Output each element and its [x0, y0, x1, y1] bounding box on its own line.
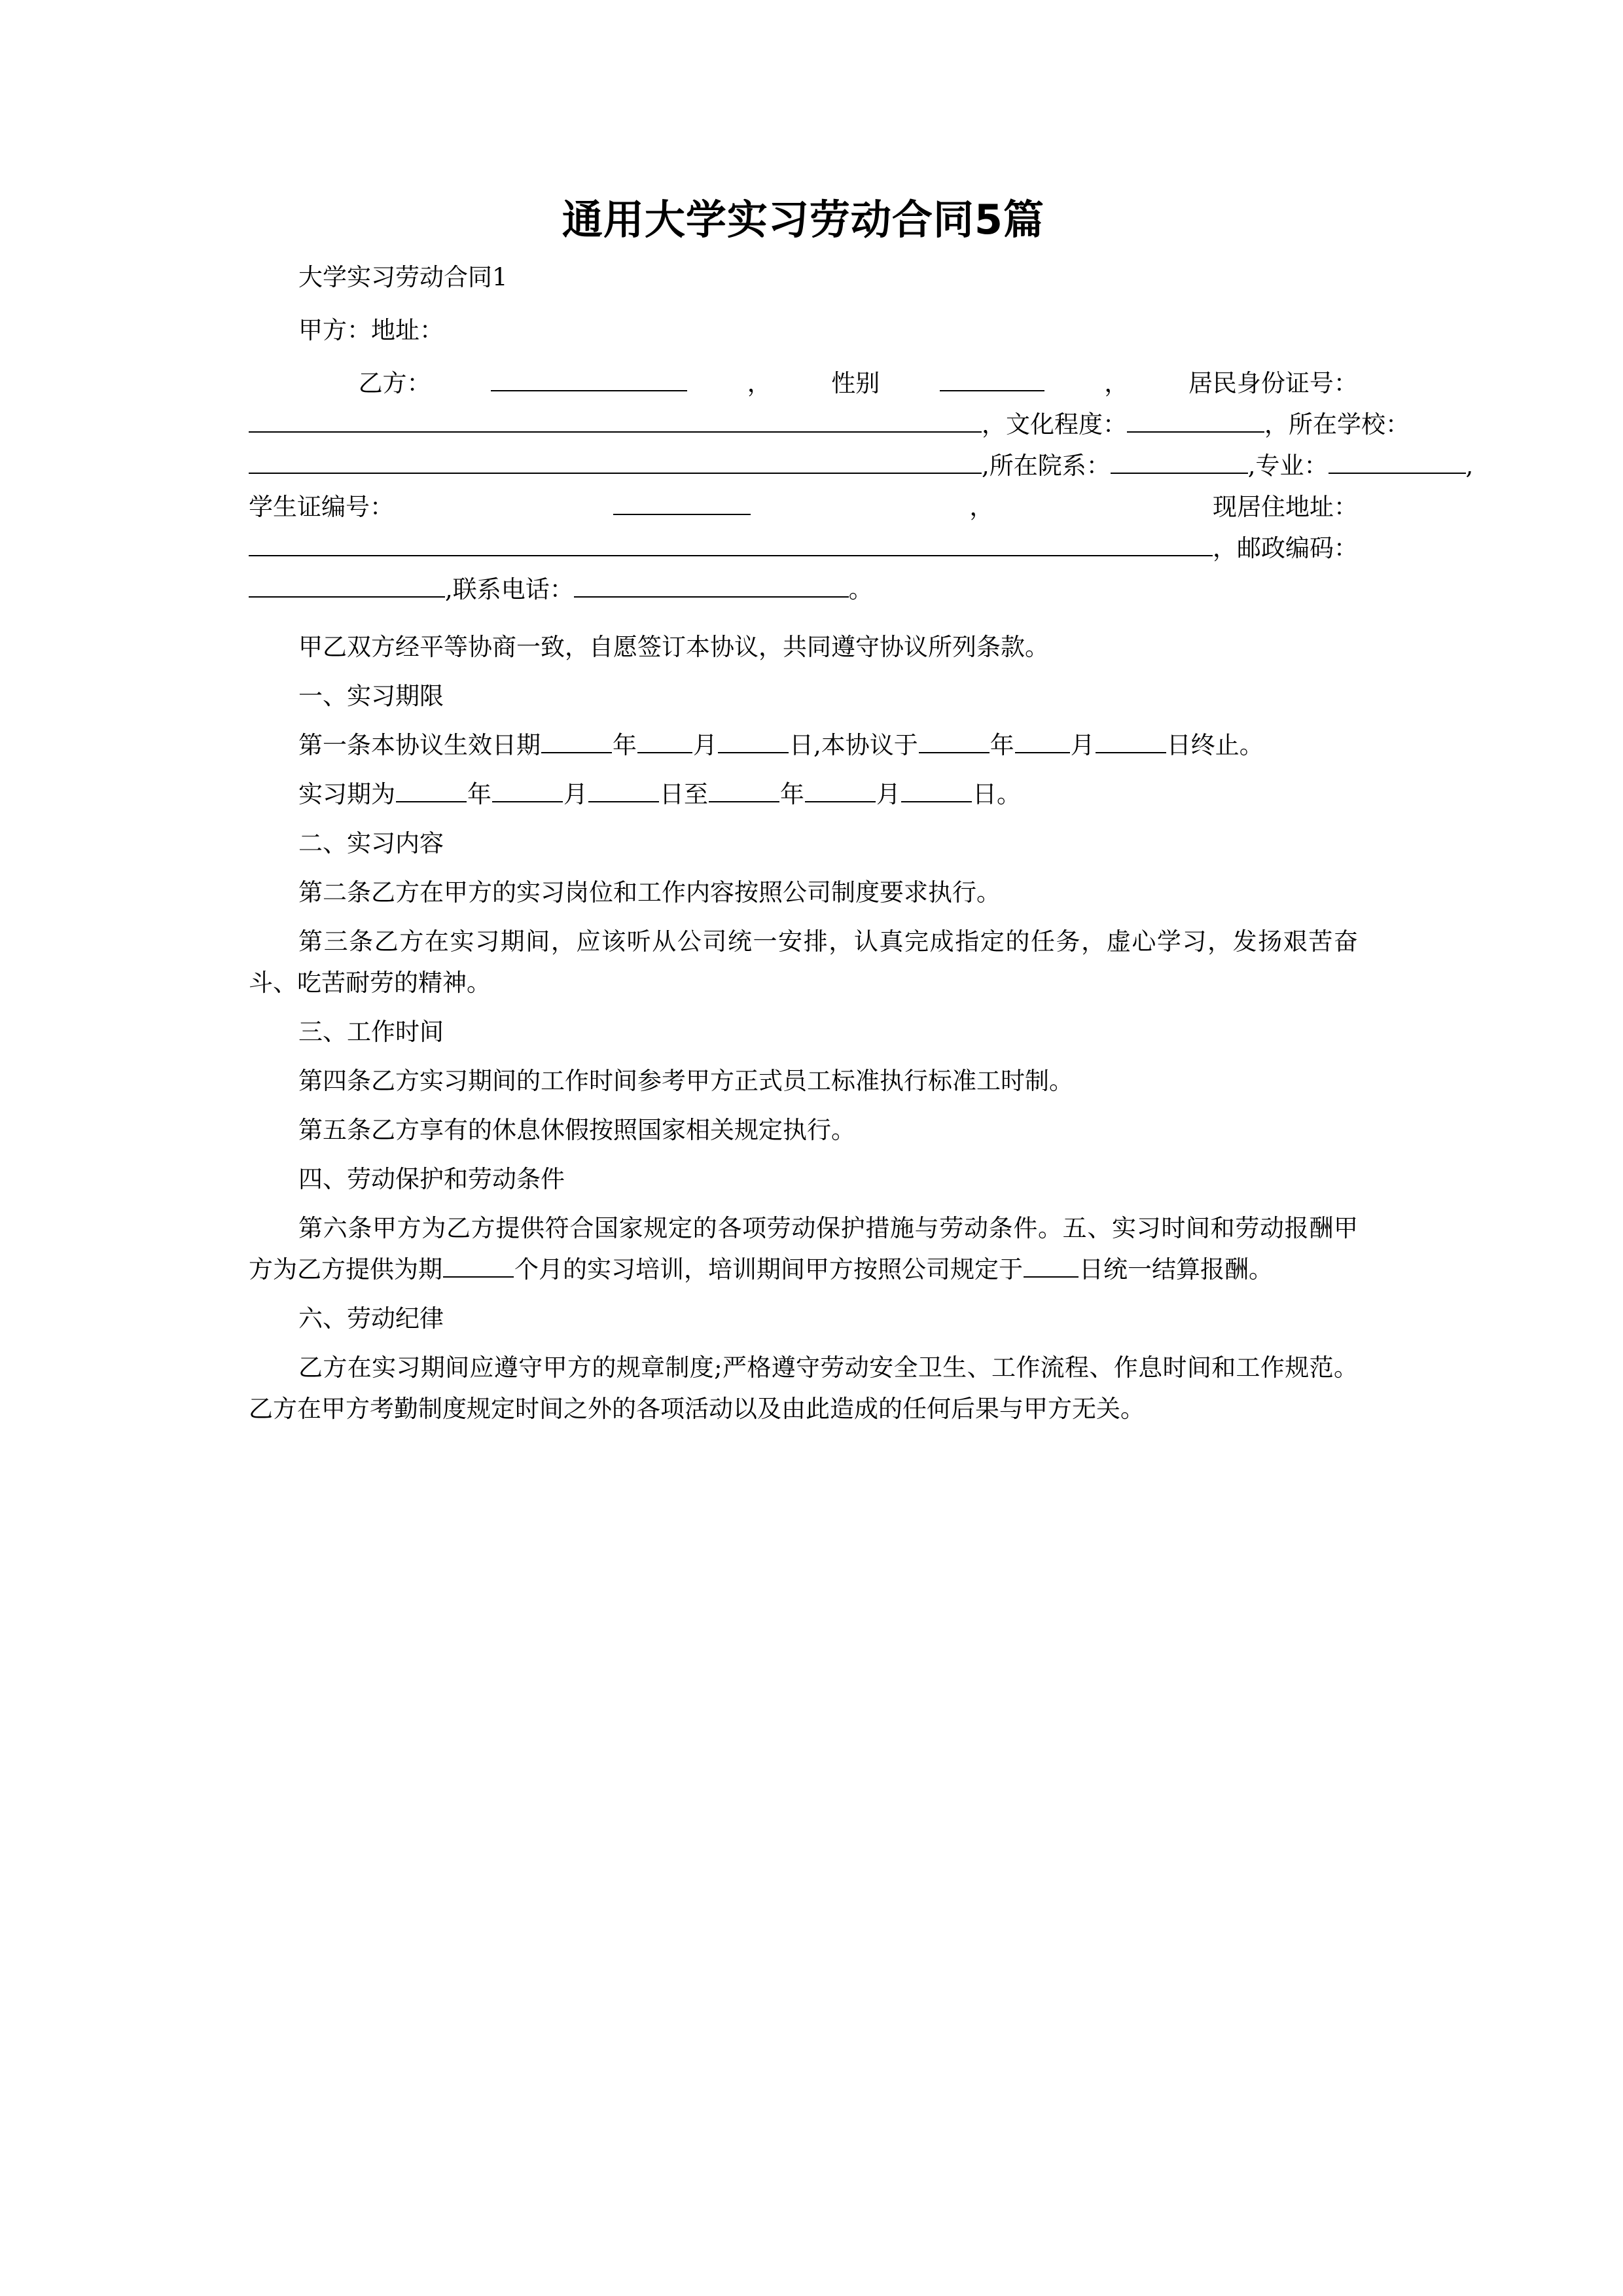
field-effective-month[interactable]: [637, 730, 692, 753]
preamble-paragraph: 甲乙双方经平等协商一致，自愿签订本协议，共同遵守协议所列条款。: [298, 632, 1049, 661]
form-row-phone: [249, 569, 1358, 610]
comma-6: ,: [1247, 451, 1256, 480]
article-6-seg-1: 个月的实习培训，培训期间甲方按照公司规定于: [514, 1255, 1023, 1283]
article-1-seg-6: 日终止。: [1166, 730, 1264, 759]
article-6-seg-2: 日统一结算报酬。: [1079, 1255, 1273, 1283]
field-finish-year[interactable]: [709, 779, 779, 802]
form-row-education: [249, 404, 1410, 445]
form-fields-block: [249, 363, 1474, 610]
article-1-seg-4: 年: [990, 730, 1014, 759]
comma-3: ，: [982, 410, 1006, 439]
article-1-seg-3: 日,本协议于: [789, 730, 918, 759]
party-a-line: 甲方：地址：: [298, 315, 444, 344]
period-1: 。: [848, 575, 873, 603]
section-heading-2: 二、实习内容: [298, 829, 444, 857]
field-training-months[interactable]: [443, 1254, 514, 1278]
field-current-address[interactable]: [249, 531, 1213, 556]
internship-period-paragraph: [249, 774, 1358, 815]
article-1-paragraph: [249, 725, 1358, 766]
field-id-number[interactable]: [249, 407, 982, 433]
comma-7: ,: [1465, 451, 1474, 480]
field-start-month[interactable]: [492, 779, 563, 802]
section-heading-4: 四、劳动保护和劳动条件: [298, 1164, 565, 1193]
comma-2: ，: [1104, 368, 1129, 397]
article-6-paragraph: [249, 1208, 1358, 1290]
label-school: 所在学校：: [1289, 410, 1410, 439]
section-heading-5: 六、劳动纪律: [298, 1304, 444, 1333]
section-heading-1: 一、实习期限: [298, 681, 444, 710]
comma-10: ,: [445, 575, 453, 603]
field-phone[interactable]: [574, 572, 849, 598]
label-department: 所在院系：: [989, 451, 1111, 480]
field-major[interactable]: [1329, 448, 1466, 474]
field-end-month[interactable]: [1015, 730, 1070, 753]
label-major: 专业：: [1255, 451, 1329, 480]
field-gender[interactable]: [940, 366, 1044, 391]
article-2-paragraph: 第二条乙方在甲方的实习岗位和工作内容按照公司制度要求执行。: [298, 878, 1001, 906]
label-current-address: 现居住地址：: [1212, 492, 1358, 521]
article-1-seg-2: 月: [693, 730, 717, 759]
article-4-paragraph: 第四条乙方实习期间的工作时间参考甲方正式员工标准执行标准工时制。: [298, 1066, 1073, 1095]
field-effective-year[interactable]: [541, 730, 612, 753]
article-1-seg-5: 月: [1070, 730, 1095, 759]
field-school[interactable]: [249, 448, 982, 474]
labor-discipline-paragraph: 乙方在实习期间应遵守甲方的规章制度;严格遵守劳动安全卫生、工作流程、作息时间和工作规范。乙方在甲方考勤制度规定时间之外的各项活动以及由此造成的任何后果与甲方无关。: [249, 1353, 1358, 1423]
label-postcode: 邮政编码：: [1237, 533, 1358, 562]
form-row-postcode: [249, 528, 1358, 569]
comma-1: ，: [747, 368, 772, 397]
field-education[interactable]: [1127, 407, 1264, 433]
field-end-year[interactable]: [919, 730, 990, 753]
field-department[interactable]: [1111, 448, 1248, 474]
article-6-seg-0: 第六条甲方为乙方提供符合国家规定的各项劳动保护措施与劳动条件。五、实习时间和劳动报酬甲方为乙方提供为期: [249, 1213, 1358, 1283]
article-1-seg-1: 年: [613, 730, 637, 759]
article-1-seg-0: 第一条本协议生效日期: [298, 730, 541, 759]
period-seg-6: 日。: [972, 780, 1021, 808]
label-phone: 联系电话：: [452, 575, 574, 603]
page-title: 通用大学实习劳动合同5篇: [562, 196, 1045, 243]
comma-8: ，: [969, 492, 994, 521]
form-row-yifang: [249, 363, 1358, 404]
label-yifang: 乙方：: [358, 368, 431, 397]
document-subtitle: 大学实习劳动合同1: [298, 262, 508, 291]
field-start-year[interactable]: [396, 779, 467, 802]
form-row-student-id: [249, 486, 1358, 528]
field-settlement-day[interactable]: [1024, 1254, 1079, 1278]
field-finish-day[interactable]: [901, 779, 972, 802]
period-seg-1: 年: [467, 780, 491, 808]
article-5-paragraph: 第五条乙方享有的休息休假按照国家相关规定执行。: [298, 1115, 855, 1144]
label-id-number: 居民身份证号：: [1188, 368, 1358, 397]
field-finish-month[interactable]: [805, 779, 876, 802]
section-heading-3: 三、工作时间: [298, 1017, 444, 1046]
field-postcode[interactable]: [249, 572, 445, 598]
article-3-paragraph: 第三条乙方在实习期间，应该听从公司统一安排，认真完成指定的任务，虚心学习，发扬艰苦奋斗、吃苦耐劳的精神。: [249, 927, 1358, 997]
period-seg-0: 实习期为: [298, 780, 395, 808]
document-content: [249, 0, 1474, 1429]
form-row-department: [249, 445, 1474, 486]
label-student-id: 学生证编号：: [249, 492, 394, 521]
period-seg-4: 年: [780, 780, 804, 808]
field-start-day[interactable]: [588, 779, 659, 802]
comma-4: ，: [1264, 410, 1289, 439]
field-end-day[interactable]: [1096, 730, 1166, 753]
label-gender: 性别: [831, 368, 880, 397]
field-yifang-name[interactable]: [491, 366, 687, 391]
field-student-id[interactable]: [613, 490, 751, 515]
period-seg-2: 月: [563, 780, 588, 808]
comma-5: ,: [982, 451, 990, 480]
period-seg-3: 日至: [660, 780, 708, 808]
period-seg-5: 月: [876, 780, 901, 808]
field-effective-day[interactable]: [718, 730, 789, 753]
comma-9: ，: [1213, 533, 1237, 562]
label-education: 文化程度：: [1006, 410, 1127, 439]
